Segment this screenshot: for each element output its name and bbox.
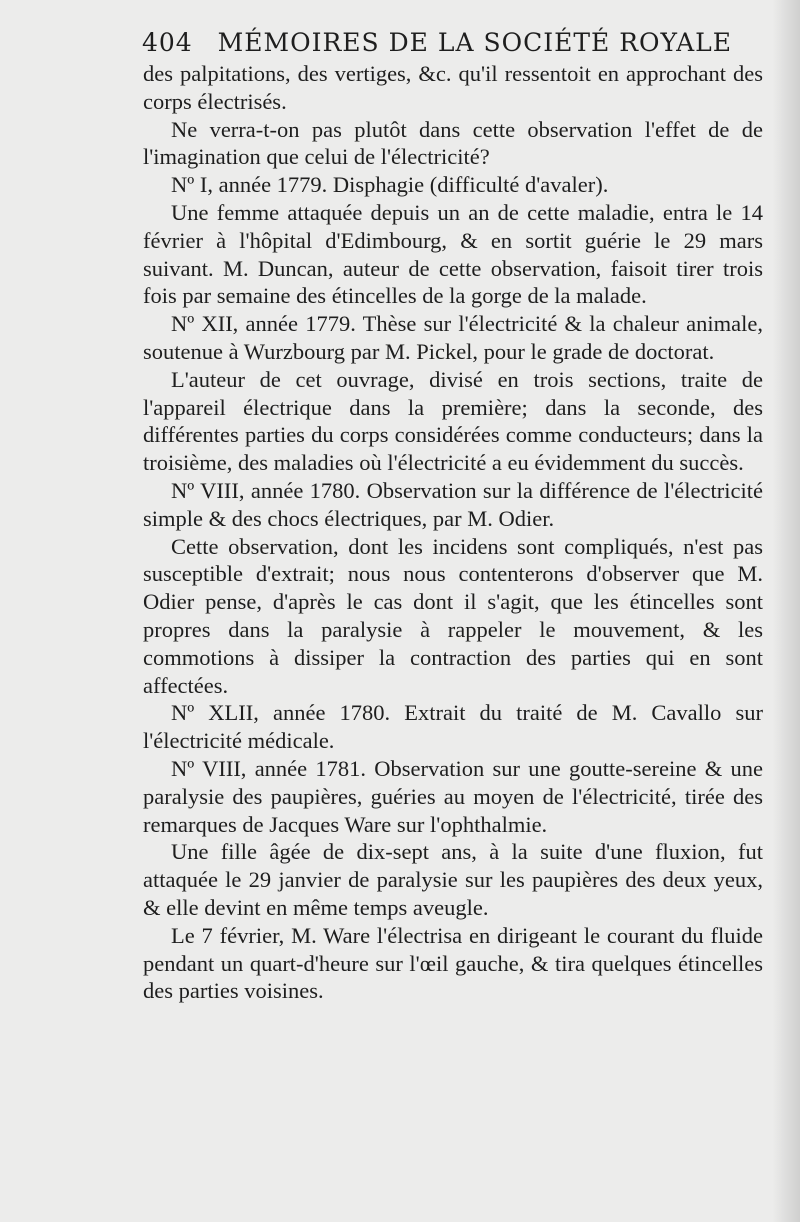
- entry-heading: Nº I, année 1779. Disphagie (difficulté d'avaler).: [171, 172, 609, 198]
- paragraph: Une femme attaquée depuis un an de cette maladie, entra le 14 février à l'hôpital d'Edimbourg, & en sortit guérie le 29 mars suivant. M. Duncan, auteur de cette observation, faisoit tirer trois fois par semaine des étincelles de la gorge de la malade.: [143, 199, 763, 309]
- paragraph: L'auteur de cet ouvrage, divisé en trois sections, traite de l'appareil électrique dans la première; dans la seconde, des différentes parties du corps considérées comme conducteurs; dans la troisième, des maladies où l'électricité a eu évidemment du succès.: [143, 366, 763, 476]
- paragraph: des palpitations, des vertiges, &c. qu'il ressentoit en approchant des corps électrisés.: [143, 61, 763, 114]
- paragraph: Ne verra-t-on pas plutôt dans cette observation l'effet de de l'imagination que celui de l'électricité?: [143, 116, 763, 170]
- page-header: [142, 28, 732, 57]
- paragraph: Le 7 février, M. Ware l'électrisa en dirigeant le courant du fluide pendant un quart-d'heure sur l'œil gauche, & tira quelques étincelles des parties voisines.: [143, 922, 763, 1004]
- entry-heading: Nº VIII, année 1781. Observation sur une goutte-sereine & une paralysie des paupières, guéries au moyen de l'électricité, tirée des remarques de Jacques Ware sur l'ophthalmie.: [143, 755, 763, 837]
- paragraph: Cette observation, dont les incidens sont compliqués, n'est pas susceptible d'extrait; nous nous contenterons d'observer que M. Odier pense, d'après le cas dont il s'agit, que les étincelles sont propres dans la paralysie à rappeler le mouvement, & les commotions à dissiper la contraction des parties qui en sont affectées.: [143, 533, 763, 698]
- running-title: MÉMOIRES DE LA SOCIÉTÉ ROYALE: [217, 28, 733, 57]
- paragraph: Une fille âgée de dix-sept ans, à la suite d'une fluxion, fut attaquée le 29 janvier de paralysie sur les paupières des deux yeux, & elle devint en même temps aveugle.: [143, 839, 763, 920]
- page-body: [143, 60, 763, 1005]
- page-edge-shadow: [772, 0, 800, 1222]
- entry-heading: Nº XLII, année 1780. Extrait du traité de M. Cavallo sur l'électricité médicale.: [143, 700, 763, 754]
- page-number: 404: [142, 28, 193, 57]
- entry-heading: Nº XII, année 1779. Thèse sur l'électricité & la chaleur animale, soutenue à Wurzbourg par M. Pickel, pour le grade de doctorat.: [143, 311, 763, 364]
- entry-heading: Nº VIII, année 1780. Observation sur la différence de l'électricité simple & des chocs électriques, par M. Odier.: [143, 477, 763, 531]
